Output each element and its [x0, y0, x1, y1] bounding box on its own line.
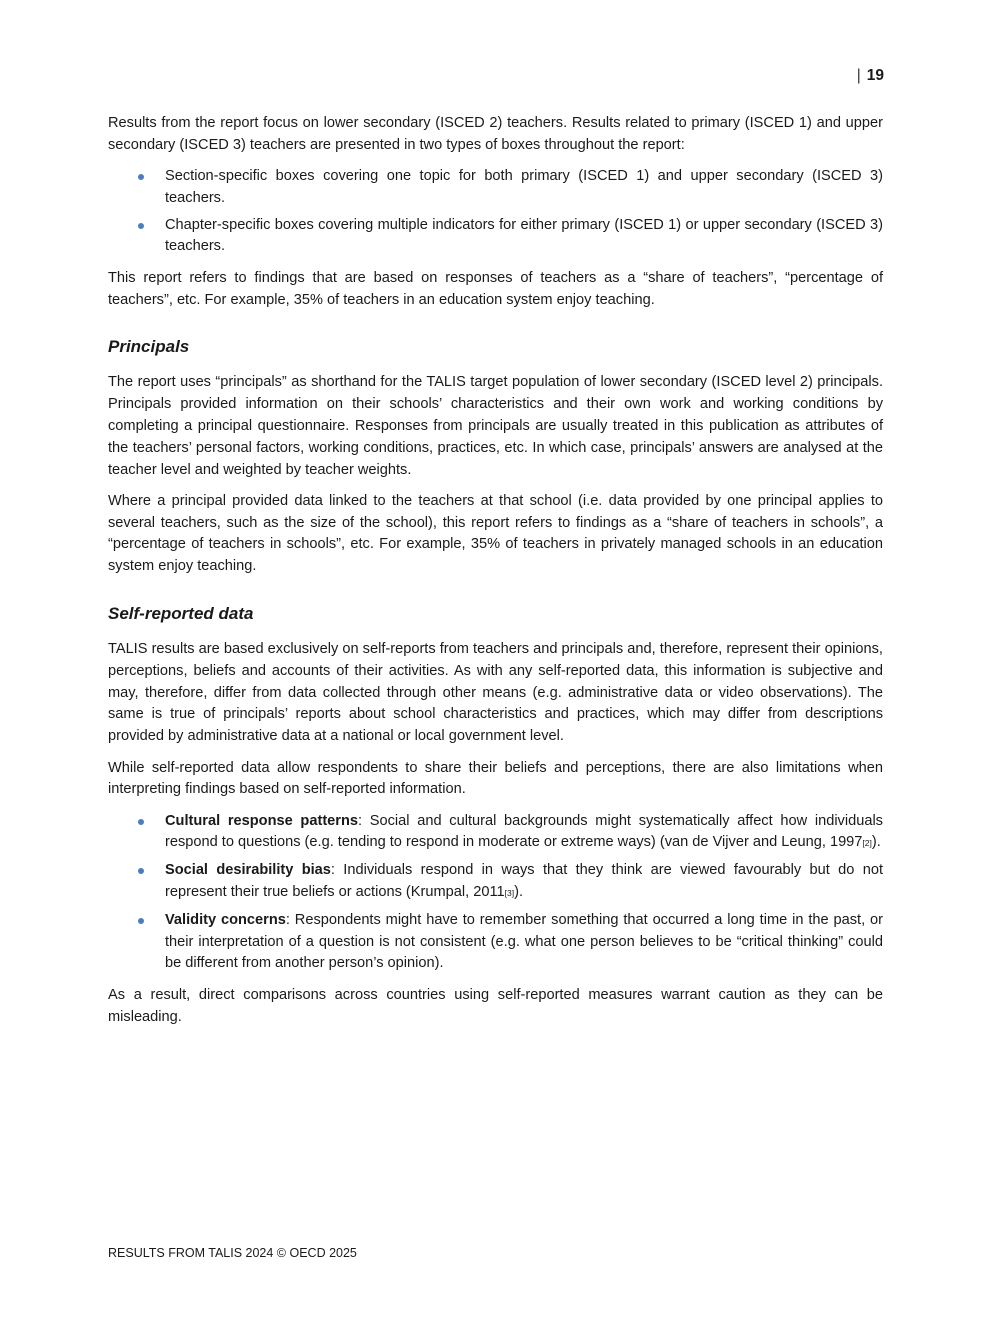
document-body: [108, 113, 883, 1038]
intro-bullet-list: [108, 166, 883, 258]
self-reported-paragraph-1: TALIS results are based exclusively on self-reports from teachers and principals and, therefore, represent their opinions, perceptions, beliefs and accounts of their activities. As with any self-reported data, this information is subjective and may, therefore, differ from data collected through other means (e.g. administrative data or video observations). The same is true of principals’ reports about school characteristics and practices, which may differ from descriptions provided by administrative data at a national or local government level.: [108, 641, 883, 745]
list-item-text: Chapter-specific boxes covering multiple indicators for either primary (ISCED 1) or upper secondary (ISCED 3) teachers.: [165, 216, 883, 255]
bullet-icon: [138, 223, 144, 229]
intro-closing-paragraph: This report refers to findings that are based on responses of teachers as a “share of teachers”, “percentage of teachers”, etc. For example, 35% of teachers in an education system enjoy teaching.: [108, 269, 883, 308]
self-reported-heading: Self-reported data: [108, 604, 254, 624]
page-number-separator: |: [856, 67, 861, 84]
principals-paragraph-1: The report uses “principals” as shorthand for the TALIS target population of lower secondary (ISCED level 2) principals. Principals provided information on their schools’ characteristics and their own work and working conditions by completing a principal questionnaire. Responses from principals are usually treated in this publication as attributes of the teachers’ personal factors, working conditions, practices, etc. In which case, principals’ answers are analysed at the teacher level and weighted by teacher weights.: [108, 374, 883, 478]
list-item: [108, 811, 883, 856]
bullet-term: Social desirability bias: [165, 862, 331, 879]
reference-marker[interactable]: [3]: [504, 888, 515, 899]
bullet-icon: [138, 174, 144, 180]
bullet-icon: [138, 819, 144, 825]
bullet-text: : Respondents might have to remember something that occurred a long time in the past, or their interpretation of a question is not consistent (e.g. what one person believes to be “critical thinking” could be different from another person’s opinion).: [165, 911, 883, 972]
bullet-term: Cultural response patterns: [165, 812, 359, 829]
list-item: [108, 215, 883, 259]
bullet-icon: [138, 918, 144, 924]
self-reported-paragraph-2: While self-reported data allow respondents to share their beliefs and perceptions, there are also limitations when interpreting findings based on self-reported information.: [108, 759, 883, 798]
list-item: [108, 910, 883, 975]
page-number: [857, 66, 884, 86]
bullet-text: : Social and cultural backgrounds might systematically affect how individuals respond to questions (e.g. tending to respond in moderate or extreme ways) (van de Vijver and Leung, 1997: [165, 812, 883, 851]
bullet-term: Validity concerns: [165, 911, 286, 928]
page-footer: RESULTS FROM TALIS 2024 © OECD 2025: [108, 1246, 357, 1260]
principals-heading: Principals: [108, 337, 190, 357]
list-item: [108, 166, 883, 210]
principals-paragraph-2: Where a principal provided data linked to the teachers at that school (i.e. data provided by one principal applies to several teachers, such as the size of the school), this report refers to findings as a “share of teachers in schools”, a “percentage of teachers in schools”, etc. For example, 35% of teachers in privately managed schools in an education system enjoy teaching.: [108, 492, 883, 575]
list-item: [108, 860, 883, 905]
limitations-bullet-list: [108, 811, 883, 976]
self-reported-closing-paragraph: As a result, direct comparisons across countries using self-reported measures warrant caution as they can be misleading.: [108, 986, 883, 1025]
reference-marker[interactable]: [2]: [862, 838, 872, 849]
page-number-value: 19: [866, 67, 884, 84]
bullet-tail: ).: [871, 834, 881, 851]
bullet-text: : Individuals respond in ways that they think are viewed favourably but do not represent their true beliefs or actions (Krumpal, 2011: [165, 862, 884, 901]
intro-paragraph: Results from the report focus on lower secondary (ISCED 2) teachers. Results related to primary (ISCED 1) and upper secondary (ISCED 3) teachers are presented in two types of boxes throughout the report:: [108, 115, 883, 153]
list-item-text: Section-specific boxes covering one topic for both primary (ISCED 1) and upper secondary (ISCED 3) teachers.: [165, 168, 883, 206]
bullet-tail: ).: [514, 884, 523, 901]
bullet-icon: [138, 868, 144, 874]
